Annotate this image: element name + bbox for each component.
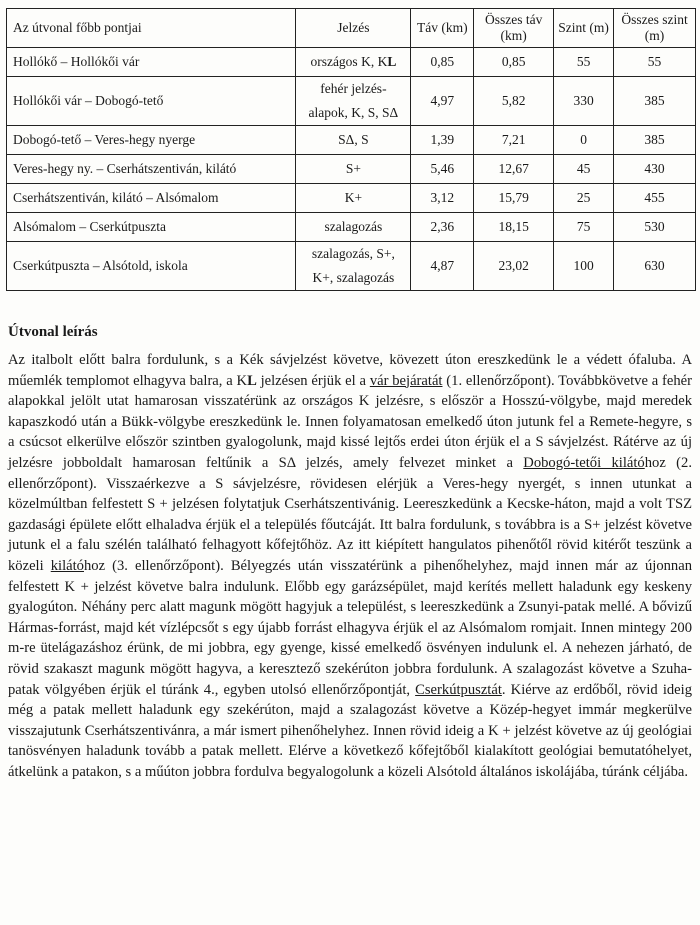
row-total-elevation: 430 <box>614 155 696 184</box>
desc-place-cserkutpuszta: Cserkútpusztát <box>415 681 502 698</box>
row-distance: 4,97 <box>411 77 474 126</box>
row-total-distance: 5,82 <box>474 77 554 126</box>
desc-marking-symbol: L <box>247 372 257 389</box>
row-name: Veres-hegy ny. – Cserhátszentiván, kilátó <box>7 155 296 184</box>
row-total-elevation: 530 <box>614 213 696 242</box>
row-distance: 2,36 <box>411 213 474 242</box>
row-name: Cserhátszentiván, kilátó – Alsómalom <box>7 184 296 213</box>
desc-text: jelzésen érjük el a <box>256 372 370 389</box>
row-marking <box>296 77 411 126</box>
table-row <box>7 77 696 126</box>
row-total-elevation: 630 <box>614 242 696 291</box>
row-elevation: 0 <box>554 126 614 155</box>
table-row <box>7 155 696 184</box>
row-marking: K+ <box>296 184 411 213</box>
row-marking: szalagozás <box>296 213 411 242</box>
header-total-elevation: Összes szint (m) <box>614 9 696 48</box>
row-total-distance: 12,67 <box>474 155 554 184</box>
row-distance: 1,39 <box>411 126 474 155</box>
table-row <box>7 184 696 213</box>
desc-text: hoz (2. ellenőrzőpont). Visszaérkezve a S sávjelzésre, rövidesen elérjük a Veres-hegy nyergét, s innen utunkat a közelmúltban felfestett S + jelzésen folytatjuk Cserhátszentivánig. Leereszkedünk a Kecske-háton, majd a volt TSZ gazdasági épülete előtt elhaladva érjük el a település főutcáját. Itt balra fordulunk, s továbbra is a S+ jelzést követve jutunk el a falu szélén található felhagyott kőfejtőhöz. Az itt kiépített hangulatos pihenőtől rövid kitérőt teszünk a közeli <box>8 454 692 574</box>
table-row <box>7 126 696 155</box>
marking-line-1: szalagozás, S+, <box>311 246 395 261</box>
header-total-distance: Összes táv (km) <box>474 9 554 48</box>
row-elevation: 75 <box>554 213 614 242</box>
table-row <box>7 213 696 242</box>
row-marking <box>296 242 411 291</box>
row-total-distance: 23,02 <box>474 242 554 291</box>
header-marking: Jelzés <box>296 9 411 48</box>
row-name: Dobogó-tető – Veres-hegy nyerge <box>7 126 296 155</box>
row-total-distance: 18,15 <box>474 213 554 242</box>
row-elevation: 330 <box>554 77 614 126</box>
route-description <box>8 350 692 782</box>
table-row <box>7 242 696 291</box>
row-name: Alsómalom – Cserkútpuszta <box>7 213 296 242</box>
row-total-elevation: 455 <box>614 184 696 213</box>
desc-text: . Kiérve az erdőből, rövid ideig még a patak mellett haladunk egy szekérúton, majd a szalagozást követve a Közép-hegyet immár megkerülve visszajutunk Cserhátszentivánra, a már ismert pihenőhelyhez. Innen rövid ideig a K + jelzést követve az új geológiai tanösvényen haladunk tovább a patak mellett. Elérve a következő kőfejtőből kialakított geológiai bemutatóhelyet, átkelünk a patakon, s a műúton jobbra fordulva begyalogolunk a közeli Alsótold általános iskolájába, túránk céljába. <box>8 681 692 780</box>
row-marking: S+ <box>296 155 411 184</box>
header-points: Az útvonal főbb pontjai <box>7 9 296 48</box>
row-name: Hollókő – Hollókői vár <box>7 48 296 77</box>
row-marking <box>296 48 411 77</box>
header-distance: Táv (km) <box>411 9 474 48</box>
marking-line-2: K+, szalagozás <box>312 270 395 285</box>
desc-place-lookout: kilátó <box>50 557 84 574</box>
desc-text: (1. ellenőrzőpont). Továbbkövetve a fehér alapokkal jelölt utat hamarosan visszatérünk az országos K jelzésre, s először a Hosszú-völgybe, majd meredek kapaszkodó után a Bükk-völgybe ereszkedünk le. Innen folyamatosan emelkedő úton jutunk fel a Remete-hegyre, s a csúcsot elkerülve először szintben gyalogolunk, majd kissé lejtős erdei úton érjük el a S sávjelzést. Rátérve az új jelzésre jobboldalt hamarosan feltűnik a SΔ jelzés, amely felvezet minket a <box>8 372 692 471</box>
marking-line-1: fehér jelzés- <box>320 81 387 96</box>
marking-line-2: alapok, K, S, SΔ <box>308 105 399 120</box>
row-marking: SΔ, S <box>296 126 411 155</box>
row-total-elevation: 385 <box>614 77 696 126</box>
row-total-elevation: 55 <box>614 48 696 77</box>
row-distance: 5,46 <box>411 155 474 184</box>
marking-text: országos K, K <box>310 54 388 69</box>
row-name: Hollókői vár – Dobogó-tető <box>7 77 296 126</box>
desc-text: hoz (3. ellenőrzőpont). Bélyegzés után visszatérünk a pihenőhelyhez, majd innen már az újonnan felfestett K + jelzést követve balra indulunk. Előbb egy garázsépület, majd kerítés mellett haladunk egy keskeny gyalogúton. Néhány perc alatt magunk mögött hagyjuk a települést, s leereszkedünk a Zsunyi-patak mellé. A bővizű Hármas-forrást, majd két vízlépcsőt s egy újabb forrást elhagyva érjük el az Alsómalom romjait. Innen mintegy 200 m-re ütelágazáshoz érünk, de mi jobbra, egy gyenge, kissé emelkedő ösvényen indulunk el. A nehezen járható, de rövid szakaszt magunk mögött hagyva, a keresztező szekérúton jobbra fordulunk. A szalagozást követve a Szuha-patak völgyében érjük el túránk 4., egyben utolsó ellenőrzőpontját, <box>8 557 692 698</box>
row-total-distance: 7,21 <box>474 126 554 155</box>
section-title: Útvonal leírás <box>8 324 98 340</box>
table-header-row <box>7 9 696 48</box>
row-elevation: 25 <box>554 184 614 213</box>
row-distance: 0,85 <box>411 48 474 77</box>
marking-symbol: L <box>387 54 397 69</box>
desc-place-castle-entrance: vár bejáratát <box>369 372 443 389</box>
table-row <box>7 48 696 77</box>
row-total-distance: 0,85 <box>474 48 554 77</box>
row-elevation: 55 <box>554 48 614 77</box>
row-total-elevation: 385 <box>614 126 696 155</box>
row-elevation: 100 <box>554 242 614 291</box>
row-total-distance: 15,79 <box>474 184 554 213</box>
route-table <box>6 8 696 291</box>
row-distance: 4,87 <box>411 242 474 291</box>
row-distance: 3,12 <box>411 184 474 213</box>
desc-place-dobogo-lookout: Dobogó-tetői kilátó <box>523 454 645 471</box>
header-elevation: Szint (m) <box>554 9 614 48</box>
desc-text: Az italbolt előtt balra fordulunk, s a Kék sávjelzést követve, kövezett úton ereszkedünk le a védett ófaluba. A műemlék templomot elhagyva balra, a K <box>8 352 692 389</box>
row-name: Cserkútpuszta – Alsótold, iskola <box>7 242 296 291</box>
row-elevation: 45 <box>554 155 614 184</box>
